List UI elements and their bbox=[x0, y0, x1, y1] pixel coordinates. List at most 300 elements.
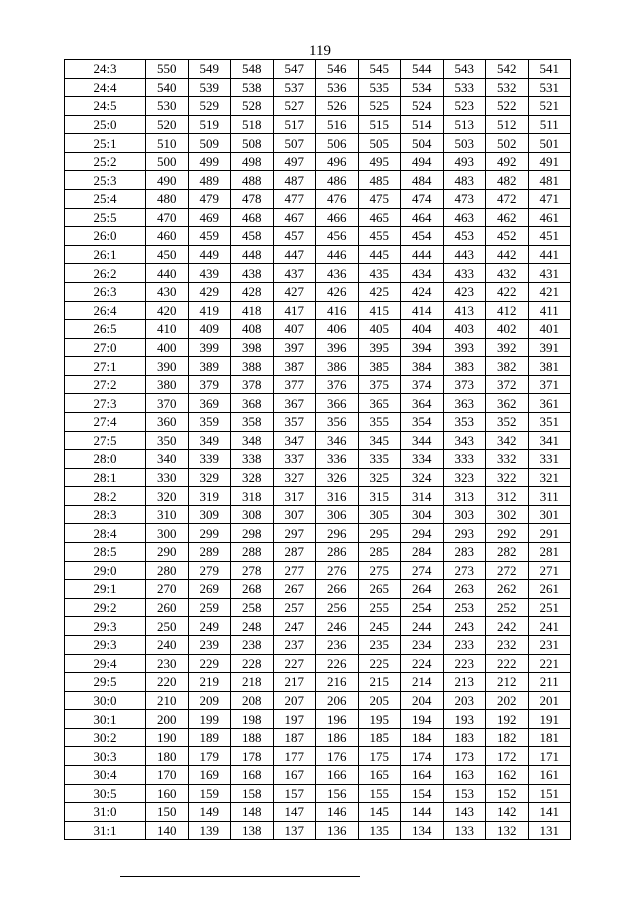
value-cell: 404 bbox=[401, 320, 444, 339]
value-cell: 168 bbox=[231, 765, 274, 784]
value-cell: 469 bbox=[188, 208, 231, 227]
table-row bbox=[65, 320, 571, 339]
table-row bbox=[65, 784, 571, 803]
value-cell: 337 bbox=[273, 450, 316, 469]
value-cell: 175 bbox=[358, 747, 401, 766]
time-cell: 24:4 bbox=[65, 78, 146, 97]
value-cell: 264 bbox=[401, 580, 444, 599]
value-cell: 477 bbox=[273, 190, 316, 209]
time-cell: 27:1 bbox=[65, 357, 146, 376]
value-cell: 331 bbox=[528, 450, 571, 469]
value-cell: 255 bbox=[358, 598, 401, 617]
value-cell: 497 bbox=[273, 152, 316, 171]
value-cell: 449 bbox=[188, 245, 231, 264]
time-cell: 29:3 bbox=[65, 635, 146, 654]
value-cell: 475 bbox=[358, 190, 401, 209]
value-cell: 238 bbox=[231, 635, 274, 654]
value-cell: 470 bbox=[146, 208, 189, 227]
value-cell: 166 bbox=[316, 765, 359, 784]
value-cell: 411 bbox=[528, 301, 571, 320]
value-cell: 300 bbox=[146, 524, 189, 543]
value-cell: 339 bbox=[188, 450, 231, 469]
time-cell: 29:2 bbox=[65, 598, 146, 617]
value-cell: 302 bbox=[486, 505, 529, 524]
value-cell: 328 bbox=[231, 468, 274, 487]
table-row bbox=[65, 152, 571, 171]
value-cell: 371 bbox=[528, 375, 571, 394]
value-cell: 444 bbox=[401, 245, 444, 264]
table-row bbox=[65, 765, 571, 784]
value-cell: 459 bbox=[188, 227, 231, 246]
value-cell: 482 bbox=[486, 171, 529, 190]
value-cell: 360 bbox=[146, 412, 189, 431]
value-cell: 252 bbox=[486, 598, 529, 617]
value-cell: 485 bbox=[358, 171, 401, 190]
value-cell: 313 bbox=[443, 487, 486, 506]
value-cell: 279 bbox=[188, 561, 231, 580]
value-cell: 309 bbox=[188, 505, 231, 524]
value-cell: 507 bbox=[273, 134, 316, 153]
value-cell: 152 bbox=[486, 784, 529, 803]
time-cell: 30:5 bbox=[65, 784, 146, 803]
value-cell: 327 bbox=[273, 468, 316, 487]
value-cell: 352 bbox=[486, 412, 529, 431]
table-row bbox=[65, 97, 571, 116]
table-row bbox=[65, 264, 571, 283]
value-cell: 303 bbox=[443, 505, 486, 524]
value-cell: 489 bbox=[188, 171, 231, 190]
value-cell: 464 bbox=[401, 208, 444, 227]
value-cell: 342 bbox=[486, 431, 529, 450]
value-cell: 366 bbox=[316, 394, 359, 413]
value-cell: 199 bbox=[188, 710, 231, 729]
table-row bbox=[65, 543, 571, 562]
time-cell: 28:3 bbox=[65, 505, 146, 524]
value-cell: 535 bbox=[358, 78, 401, 97]
value-cell: 188 bbox=[231, 728, 274, 747]
value-cell: 473 bbox=[443, 190, 486, 209]
value-cell: 509 bbox=[188, 134, 231, 153]
value-cell: 474 bbox=[401, 190, 444, 209]
value-cell: 436 bbox=[316, 264, 359, 283]
value-cell: 269 bbox=[188, 580, 231, 599]
value-cell: 547 bbox=[273, 60, 316, 79]
value-cell: 306 bbox=[316, 505, 359, 524]
table-row bbox=[65, 394, 571, 413]
page-number: 119 bbox=[309, 43, 331, 59]
table-row bbox=[65, 803, 571, 822]
value-cell: 341 bbox=[528, 431, 571, 450]
table-row bbox=[65, 115, 571, 134]
time-cell: 24:5 bbox=[65, 97, 146, 116]
value-cell: 445 bbox=[358, 245, 401, 264]
value-cell: 281 bbox=[528, 543, 571, 562]
value-cell: 510 bbox=[146, 134, 189, 153]
value-cell: 266 bbox=[316, 580, 359, 599]
time-cell: 25:0 bbox=[65, 115, 146, 134]
value-cell: 437 bbox=[273, 264, 316, 283]
table-row bbox=[65, 635, 571, 654]
time-cell: 26:3 bbox=[65, 282, 146, 301]
value-cell: 511 bbox=[528, 115, 571, 134]
value-cell: 277 bbox=[273, 561, 316, 580]
value-cell: 466 bbox=[316, 208, 359, 227]
table-row bbox=[65, 673, 571, 692]
value-cell: 390 bbox=[146, 357, 189, 376]
value-cell: 395 bbox=[358, 338, 401, 357]
value-cell: 529 bbox=[188, 97, 231, 116]
value-cell: 311 bbox=[528, 487, 571, 506]
value-cell: 195 bbox=[358, 710, 401, 729]
time-cell: 28:1 bbox=[65, 468, 146, 487]
value-cell: 200 bbox=[146, 710, 189, 729]
value-cell: 288 bbox=[231, 543, 274, 562]
value-cell: 210 bbox=[146, 691, 189, 710]
value-cell: 231 bbox=[528, 635, 571, 654]
value-cell: 357 bbox=[273, 412, 316, 431]
value-cell: 484 bbox=[401, 171, 444, 190]
value-cell: 291 bbox=[528, 524, 571, 543]
value-cell: 150 bbox=[146, 803, 189, 822]
value-cell: 403 bbox=[443, 320, 486, 339]
value-cell: 498 bbox=[231, 152, 274, 171]
value-cell: 141 bbox=[528, 803, 571, 822]
value-cell: 479 bbox=[188, 190, 231, 209]
value-cell: 347 bbox=[273, 431, 316, 450]
value-cell: 372 bbox=[486, 375, 529, 394]
value-cell: 132 bbox=[486, 821, 529, 840]
value-cell: 329 bbox=[188, 468, 231, 487]
table-row bbox=[65, 208, 571, 227]
value-cell: 246 bbox=[316, 617, 359, 636]
time-cell: 30:3 bbox=[65, 747, 146, 766]
time-cell: 26:0 bbox=[65, 227, 146, 246]
table-row bbox=[65, 431, 571, 450]
value-cell: 349 bbox=[188, 431, 231, 450]
value-cell: 520 bbox=[146, 115, 189, 134]
value-cell: 478 bbox=[231, 190, 274, 209]
value-cell: 513 bbox=[443, 115, 486, 134]
value-cell: 439 bbox=[188, 264, 231, 283]
value-cell: 226 bbox=[316, 654, 359, 673]
value-cell: 457 bbox=[273, 227, 316, 246]
value-cell: 153 bbox=[443, 784, 486, 803]
value-cell: 250 bbox=[146, 617, 189, 636]
value-cell: 502 bbox=[486, 134, 529, 153]
value-cell: 465 bbox=[358, 208, 401, 227]
value-cell: 207 bbox=[273, 691, 316, 710]
value-cell: 197 bbox=[273, 710, 316, 729]
value-cell: 363 bbox=[443, 394, 486, 413]
value-cell: 451 bbox=[528, 227, 571, 246]
value-cell: 136 bbox=[316, 821, 359, 840]
value-cell: 268 bbox=[231, 580, 274, 599]
table-row bbox=[65, 60, 571, 79]
value-cell: 544 bbox=[401, 60, 444, 79]
table-row bbox=[65, 524, 571, 543]
value-cell: 481 bbox=[528, 171, 571, 190]
value-cell: 203 bbox=[443, 691, 486, 710]
value-cell: 212 bbox=[486, 673, 529, 692]
value-cell: 377 bbox=[273, 375, 316, 394]
value-cell: 187 bbox=[273, 728, 316, 747]
value-cell: 333 bbox=[443, 450, 486, 469]
value-cell: 506 bbox=[316, 134, 359, 153]
value-cell: 265 bbox=[358, 580, 401, 599]
value-cell: 186 bbox=[316, 728, 359, 747]
value-cell: 244 bbox=[401, 617, 444, 636]
value-cell: 237 bbox=[273, 635, 316, 654]
value-cell: 350 bbox=[146, 431, 189, 450]
value-cell: 257 bbox=[273, 598, 316, 617]
value-cell: 304 bbox=[401, 505, 444, 524]
value-cell: 523 bbox=[443, 97, 486, 116]
value-cell: 216 bbox=[316, 673, 359, 692]
value-cell: 524 bbox=[401, 97, 444, 116]
time-cell: 27:4 bbox=[65, 412, 146, 431]
value-cell: 408 bbox=[231, 320, 274, 339]
value-cell: 173 bbox=[443, 747, 486, 766]
time-cell: 30:2 bbox=[65, 728, 146, 747]
table-row bbox=[65, 134, 571, 153]
value-cell: 393 bbox=[443, 338, 486, 357]
table-row bbox=[65, 710, 571, 729]
value-cell: 263 bbox=[443, 580, 486, 599]
value-cell: 170 bbox=[146, 765, 189, 784]
value-cell: 429 bbox=[188, 282, 231, 301]
value-cell: 316 bbox=[316, 487, 359, 506]
value-cell: 159 bbox=[188, 784, 231, 803]
value-cell: 134 bbox=[401, 821, 444, 840]
value-cell: 218 bbox=[231, 673, 274, 692]
value-cell: 262 bbox=[486, 580, 529, 599]
time-cell: 24:3 bbox=[65, 60, 146, 79]
value-cell: 537 bbox=[273, 78, 316, 97]
value-cell: 405 bbox=[358, 320, 401, 339]
value-cell: 228 bbox=[231, 654, 274, 673]
value-cell: 310 bbox=[146, 505, 189, 524]
value-cell: 315 bbox=[358, 487, 401, 506]
value-cell: 483 bbox=[443, 171, 486, 190]
value-cell: 453 bbox=[443, 227, 486, 246]
table-row bbox=[65, 561, 571, 580]
value-cell: 500 bbox=[146, 152, 189, 171]
value-cell: 413 bbox=[443, 301, 486, 320]
value-cell: 325 bbox=[358, 468, 401, 487]
value-cell: 392 bbox=[486, 338, 529, 357]
value-cell: 515 bbox=[358, 115, 401, 134]
value-cell: 155 bbox=[358, 784, 401, 803]
value-cell: 202 bbox=[486, 691, 529, 710]
value-cell: 471 bbox=[528, 190, 571, 209]
value-cell: 375 bbox=[358, 375, 401, 394]
value-cell: 458 bbox=[231, 227, 274, 246]
value-cell: 332 bbox=[486, 450, 529, 469]
value-cell: 240 bbox=[146, 635, 189, 654]
value-cell: 549 bbox=[188, 60, 231, 79]
value-cell: 144 bbox=[401, 803, 444, 822]
value-cell: 521 bbox=[528, 97, 571, 116]
value-cell: 137 bbox=[273, 821, 316, 840]
value-cell: 272 bbox=[486, 561, 529, 580]
time-cell: 27:3 bbox=[65, 394, 146, 413]
value-cell: 443 bbox=[443, 245, 486, 264]
value-cell: 399 bbox=[188, 338, 231, 357]
value-cell: 160 bbox=[146, 784, 189, 803]
value-cell: 220 bbox=[146, 673, 189, 692]
value-cell: 379 bbox=[188, 375, 231, 394]
value-cell: 530 bbox=[146, 97, 189, 116]
value-cell: 298 bbox=[231, 524, 274, 543]
value-cell: 442 bbox=[486, 245, 529, 264]
value-cell: 293 bbox=[443, 524, 486, 543]
value-cell: 532 bbox=[486, 78, 529, 97]
value-cell: 189 bbox=[188, 728, 231, 747]
value-cell: 145 bbox=[358, 803, 401, 822]
time-cell: 25:5 bbox=[65, 208, 146, 227]
value-cell: 447 bbox=[273, 245, 316, 264]
value-cell: 280 bbox=[146, 561, 189, 580]
value-cell: 294 bbox=[401, 524, 444, 543]
value-cell: 402 bbox=[486, 320, 529, 339]
value-cell: 361 bbox=[528, 394, 571, 413]
value-cell: 397 bbox=[273, 338, 316, 357]
value-cell: 301 bbox=[528, 505, 571, 524]
value-cell: 374 bbox=[401, 375, 444, 394]
value-cell: 142 bbox=[486, 803, 529, 822]
value-cell: 461 bbox=[528, 208, 571, 227]
value-cell: 505 bbox=[358, 134, 401, 153]
value-cell: 368 bbox=[231, 394, 274, 413]
value-cell: 178 bbox=[231, 747, 274, 766]
value-cell: 351 bbox=[528, 412, 571, 431]
table-row bbox=[65, 450, 571, 469]
value-cell: 324 bbox=[401, 468, 444, 487]
table-row bbox=[65, 654, 571, 673]
table-row bbox=[65, 412, 571, 431]
value-cell: 388 bbox=[231, 357, 274, 376]
value-cell: 336 bbox=[316, 450, 359, 469]
table-row bbox=[65, 505, 571, 524]
value-cell: 416 bbox=[316, 301, 359, 320]
value-cell: 407 bbox=[273, 320, 316, 339]
value-cell: 182 bbox=[486, 728, 529, 747]
value-cell: 184 bbox=[401, 728, 444, 747]
value-cell: 550 bbox=[146, 60, 189, 79]
value-cell: 164 bbox=[401, 765, 444, 784]
value-cell: 398 bbox=[231, 338, 274, 357]
value-cell: 204 bbox=[401, 691, 444, 710]
table-row bbox=[65, 598, 571, 617]
time-cell: 25:1 bbox=[65, 134, 146, 153]
time-cell: 28:4 bbox=[65, 524, 146, 543]
value-cell: 307 bbox=[273, 505, 316, 524]
value-cell: 295 bbox=[358, 524, 401, 543]
table-row bbox=[65, 245, 571, 264]
value-cell: 162 bbox=[486, 765, 529, 784]
table-row bbox=[65, 691, 571, 710]
value-cell: 261 bbox=[528, 580, 571, 599]
value-cell: 148 bbox=[231, 803, 274, 822]
value-cell: 340 bbox=[146, 450, 189, 469]
time-cell: 26:5 bbox=[65, 320, 146, 339]
value-cell: 512 bbox=[486, 115, 529, 134]
value-cell: 321 bbox=[528, 468, 571, 487]
time-cell: 27:5 bbox=[65, 431, 146, 450]
value-cell: 424 bbox=[401, 282, 444, 301]
value-cell: 154 bbox=[401, 784, 444, 803]
value-cell: 525 bbox=[358, 97, 401, 116]
value-cell: 139 bbox=[188, 821, 231, 840]
time-cell: 25:3 bbox=[65, 171, 146, 190]
value-cell: 418 bbox=[231, 301, 274, 320]
time-cell: 29:1 bbox=[65, 580, 146, 599]
value-cell: 335 bbox=[358, 450, 401, 469]
value-cell: 192 bbox=[486, 710, 529, 729]
value-cell: 278 bbox=[231, 561, 274, 580]
value-cell: 206 bbox=[316, 691, 359, 710]
value-cell: 248 bbox=[231, 617, 274, 636]
value-cell: 259 bbox=[188, 598, 231, 617]
time-cell: 29:5 bbox=[65, 673, 146, 692]
value-cell: 221 bbox=[528, 654, 571, 673]
value-cell: 346 bbox=[316, 431, 359, 450]
time-cell: 26:1 bbox=[65, 245, 146, 264]
value-cell: 274 bbox=[401, 561, 444, 580]
value-cell: 396 bbox=[316, 338, 359, 357]
table-row bbox=[65, 375, 571, 394]
value-cell: 490 bbox=[146, 171, 189, 190]
value-cell: 305 bbox=[358, 505, 401, 524]
value-cell: 432 bbox=[486, 264, 529, 283]
time-cell: 26:2 bbox=[65, 264, 146, 283]
value-cell: 504 bbox=[401, 134, 444, 153]
value-cell: 143 bbox=[443, 803, 486, 822]
value-cell: 193 bbox=[443, 710, 486, 729]
value-cell: 191 bbox=[528, 710, 571, 729]
value-cell: 406 bbox=[316, 320, 359, 339]
value-cell: 140 bbox=[146, 821, 189, 840]
value-cell: 312 bbox=[486, 487, 529, 506]
time-cell: 28:0 bbox=[65, 450, 146, 469]
value-cell: 157 bbox=[273, 784, 316, 803]
value-cell: 528 bbox=[231, 97, 274, 116]
value-cell: 522 bbox=[486, 97, 529, 116]
value-cell: 176 bbox=[316, 747, 359, 766]
value-cell: 151 bbox=[528, 784, 571, 803]
value-cell: 338 bbox=[231, 450, 274, 469]
value-cell: 518 bbox=[231, 115, 274, 134]
value-cell: 270 bbox=[146, 580, 189, 599]
value-cell: 217 bbox=[273, 673, 316, 692]
value-cell: 496 bbox=[316, 152, 359, 171]
value-cell: 495 bbox=[358, 152, 401, 171]
value-cell: 533 bbox=[443, 78, 486, 97]
table-row bbox=[65, 821, 571, 840]
value-cell: 356 bbox=[316, 412, 359, 431]
value-cell: 410 bbox=[146, 320, 189, 339]
time-cell: 30:1 bbox=[65, 710, 146, 729]
time-cell: 30:0 bbox=[65, 691, 146, 710]
value-cell: 249 bbox=[188, 617, 231, 636]
value-cell: 285 bbox=[358, 543, 401, 562]
value-cell: 267 bbox=[273, 580, 316, 599]
value-cell: 531 bbox=[528, 78, 571, 97]
value-cell: 308 bbox=[231, 505, 274, 524]
value-cell: 536 bbox=[316, 78, 359, 97]
value-cell: 190 bbox=[146, 728, 189, 747]
value-cell: 421 bbox=[528, 282, 571, 301]
